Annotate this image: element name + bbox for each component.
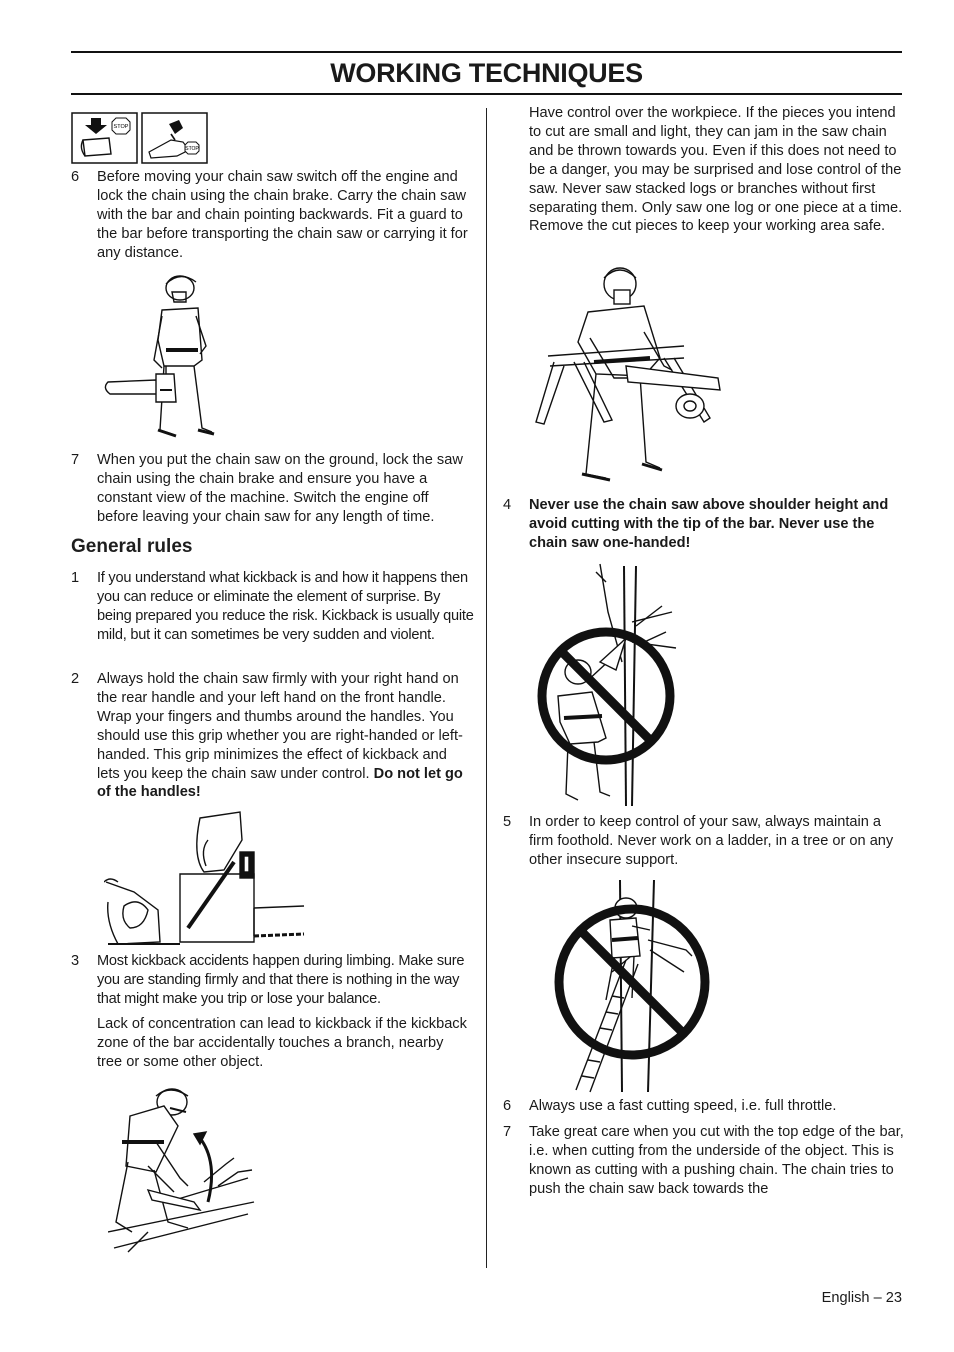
column-divider: [486, 108, 487, 1268]
rule-6-number: 6: [503, 1098, 512, 1114]
grip-chainsaw-illustration: [104, 810, 308, 948]
rule-1-text: If you understand what kickback is and how it happens then you can reduce or eliminate the element of surprise. By being prepared you reduce the risk. Kickback is usually quite mild, but it can sometimes be very sudden and violent.: [97, 570, 474, 643]
stop-label-1: STOP: [113, 124, 129, 130]
rule-7-text: Take great care when you cut with the top edge of the bar, i.e. when cutting from the underside of the object. This is known as cutting with a pushing chain. The chain tries to push the chain saw back towards the: [529, 1124, 904, 1197]
rule-6-text: Always use a fast cutting speed, i.e. full throttle.: [529, 1098, 837, 1114]
item-6-text: Before moving your chain saw switch off the engine and lock the chain using the chain brake. Carry the chain saw with the bar and chain pointing backwards. Fit a guard to the bar before transporting the chain saw or carrying it for any distance.: [97, 169, 468, 261]
rule-2-number: 2: [71, 671, 80, 687]
rule-2-text: Always hold the chain saw firmly with your right hand on the rear handle and your left hand on the front handle. Wrap your fingers and thumbs around the handles. You should use this grip whether you are right-handed or left-handed. This grip minimizes the effect of kickback and lets you keep the chain saw under control.: [97, 671, 463, 782]
rule-2-paragraph: [97, 670, 472, 802]
stop-label-2: STOP: [185, 146, 199, 152]
rule-5-text: In order to keep control of your saw, always maintain a firm foothold. Never work on a ladder, in a tree or on any other insecure support.: [529, 814, 894, 868]
page-title: WORKING TECHNIQUES: [330, 58, 643, 88]
page-footer: English – 23: [821, 1290, 902, 1306]
rule-7-number: 7: [503, 1124, 512, 1140]
rule-3-text-2: Lack of concentration can lead to kickback if the kickback zone of the bar accidentally touches a branch, nearby tree or some other object.: [97, 1016, 467, 1070]
rule-4-text: [529, 496, 907, 553]
general-rules-heading: General rules: [71, 536, 193, 557]
sawhorse-cutting-illustration: [534, 262, 728, 490]
item-6-number: 6: [71, 169, 80, 185]
chain-brake-pictogram: [71, 112, 209, 164]
rule-2-bold: Do not let go of the handles!: [97, 765, 463, 801]
header-rule-bottom: [71, 93, 902, 95]
header-rule-top: [71, 51, 902, 53]
rule-4-number: 4: [503, 497, 512, 513]
rule-3-text: Most kickback accidents happen during limbing. Make sure you are standing firmly and that there is nothing in the way that might make you trip or lose your balance.: [97, 953, 465, 1007]
item-7-text: When you put the chain saw on the ground, lock the saw chain using the chain brake and ensure you have a constant view of the machine. Switch the engine off before leaving your chain saw for any length of time.: [97, 452, 463, 525]
rule-5-number: 5: [503, 814, 512, 830]
prohibited-above-shoulder-illustration: [536, 562, 680, 810]
workpiece-control-text: Have control over the workpiece. If the pieces you intend to cut are small and light, they can jam in the saw chain and be thrown towards you. Even if this does not need to be a danger, you may be surprised and lose control of the saw. Never saw stacked logs or branches without first separating them. Only saw one log or one piece at a time. Remove the cut pieces to keep your working area safe.: [529, 105, 903, 235]
rule-3-number: 3: [71, 953, 80, 969]
rule-4-bold: Never use the chain saw above shoulder height and avoid cutting with the tip of the bar. Never use the chain saw one-handed!: [529, 497, 889, 551]
limbing-kickback-illustration: [108, 1082, 256, 1254]
carrying-chainsaw-illustration: [102, 270, 217, 446]
rule-1-number: 1: [71, 570, 80, 586]
item-7-number: 7: [71, 452, 80, 468]
prohibited-ladder-illustration: [536, 880, 730, 1094]
